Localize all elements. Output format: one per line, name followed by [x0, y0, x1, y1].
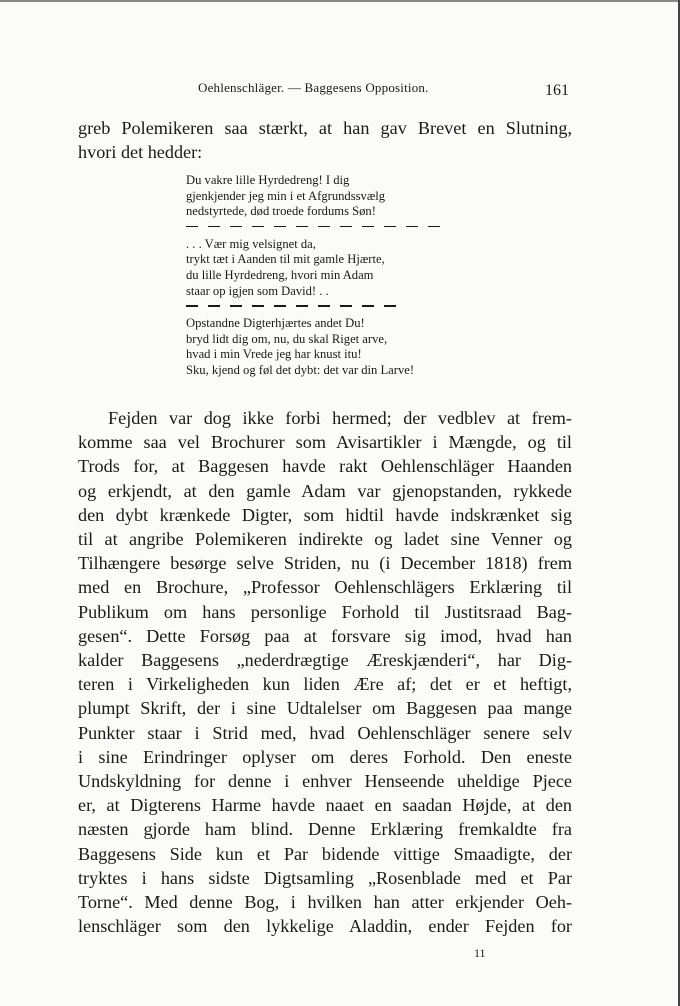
- text-line: gesen“. Dette Forsøg paa at forsvare sig imod, hvad han: [78, 625, 572, 646]
- page-number: 161: [545, 82, 569, 99]
- text-line: lenschläger som den lykkelige Aladdin, ender Fejden for: [78, 916, 572, 937]
- text-line: Punkter staar i Strid med, hvad Oehlenschläger senere selv: [78, 722, 572, 743]
- signature-mark: 11: [474, 946, 486, 960]
- text-line: komme saa vel Brochurer som Avisartikler i Mængde, og til: [78, 432, 572, 453]
- text-line: Trods for, at Baggesen havde rakt Oehlenschläger Haanden: [78, 456, 572, 477]
- intro-paragraph: [78, 116, 572, 164]
- text-line: greb Polemikeren saa stærkt, at han gav Brevet en Slutning,: [78, 118, 572, 138]
- text-line: næsten gjorde ham blind. Denne Erklæring fremkaldte fra: [78, 819, 572, 840]
- verse-line: . . . Vær mig velsignet da,: [186, 236, 316, 251]
- verse-line: Du vakre lille Hyrdedreng! I dig: [186, 173, 350, 187]
- text-line: hvori det hedder:: [78, 142, 203, 163]
- text-line: den dybt krænkede Digter, som hidtil havde indskrænket sig: [78, 504, 572, 525]
- main-paragraph: [78, 406, 572, 938]
- text-line: Baggesens Side kun et Par bidende vittige Smaadigte, der: [78, 843, 572, 864]
- verse-line: trykt tæt i Aanden til mit gamle Hjærte,: [186, 252, 385, 267]
- text-line: Fejden var dog ikke forbi hermed; der vedblev at frem-: [108, 408, 572, 428]
- verse-line: bryd lidt dig om, nu, du skal Riget arve,: [186, 331, 388, 346]
- text-line: Tilhængere besørge selve Striden, nu (i December 1818) frem: [78, 553, 572, 574]
- verse-line: gjenkjender jeg min i et Afgrundssvælg: [186, 188, 386, 203]
- text-line: plumpt Skrift, der i sine Udtalelser om Baggesen paa mange: [78, 698, 572, 719]
- verse-line: Opstandne Digterhjærtes andet Du!: [186, 316, 365, 331]
- omission-dashes: [186, 300, 400, 310]
- text-line: Publikum om hans personlige Forhold til Justitsraad Bag-: [78, 601, 572, 622]
- page-header: [0, 80, 680, 98]
- scan-edge-top: [0, 0, 680, 2]
- running-title: Oehlenschläger. — Baggesens Opposition.: [198, 80, 429, 95]
- text-line: med en Brochure, „Professor Oehlenschlägers Erklæring til: [78, 577, 572, 598]
- text-line: til at angribe Polemikeren indirekte og ladet sine Venner og: [78, 529, 572, 550]
- omission-dashes: [186, 221, 442, 231]
- text-line: er, at Digterens Harme havde naaet en saadan Højde, at den: [78, 795, 572, 816]
- text-line: tryktes i hans sidste Digtsamling „Rosenblade med et Par: [78, 867, 572, 888]
- text-line: Undskyldning for denne i enhver Henseende uheldige Pjece: [78, 771, 572, 792]
- text-line: i sine Erindringer oplyser om deres Forhold. Den eneste: [78, 746, 572, 767]
- verse-line: du lille Hyrdedreng, hvori min Adam: [186, 267, 374, 282]
- verse-line: Sku, kjend og føl det dybt: det var din Larve!: [186, 362, 415, 377]
- verse-line: hvad i min Vrede jeg har knust itu!: [186, 347, 362, 362]
- text-line: og erkjendt, at den gamle Adam var gjenopstanden, rykkede: [78, 480, 572, 501]
- verse-line: nedstyrtede, død troede fordums Søn!: [186, 204, 376, 219]
- verse-quote: [186, 173, 506, 379]
- verse-line: staar op igjen som David! . .: [186, 283, 329, 298]
- text-line: teren i Virkeligheden kun liden Ære af; det er et heftigt,: [78, 674, 572, 695]
- text-line: kalder Baggesens „nederdrægtige Æreskjænderi“, har Dig-: [78, 650, 572, 671]
- text-line: Torne“. Med denne Bog, i hvilken han atter erkjender Oeh-: [78, 892, 572, 913]
